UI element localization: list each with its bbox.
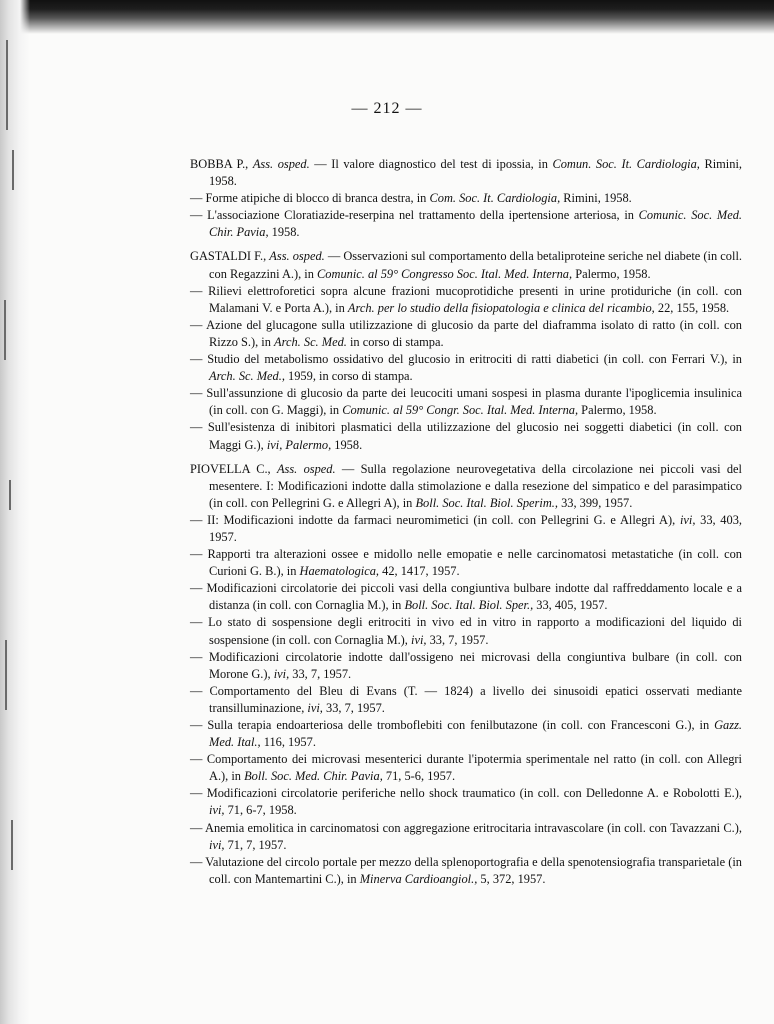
entry-text: — Sulla regolazione neurovegetativa della circolazione nei piccoli vasi del mesentere. I: Modificazioni indotte dalla stimolazione e dalla resezione del simpatico e del parasimpatico (in coll. con Pellegrini G. e Allegri A), in bbox=[209, 461, 742, 510]
page-number: — 212 — bbox=[351, 100, 423, 117]
entry-text: Palermo, 1958. bbox=[578, 403, 657, 418]
author-role: Ass. osped. bbox=[252, 157, 310, 171]
entry-text: 33, 7, 1957. bbox=[289, 666, 352, 681]
journal-title: ivi, bbox=[273, 666, 290, 681]
entry-text: — Sull'esistenza di inibitori plasmatici della utilizzazione del glucosio nei soggetti diabetici (in coll. con Maggi G.), bbox=[190, 420, 742, 452]
bibliography-entry bbox=[190, 614, 742, 648]
bibliography-entry bbox=[190, 190, 742, 207]
entry-text: Rimini, 1958. bbox=[560, 191, 632, 206]
bibliography-entry bbox=[190, 854, 742, 888]
bibliography-entry bbox=[190, 156, 742, 190]
entry-text: — Rapporti tra alterazioni ossee e midollo nelle emopatie e nelle carcinomatosi metastatiche (in coll. con Curioni G. B.), in bbox=[190, 547, 742, 579]
author-section bbox=[190, 156, 742, 241]
entry-text: — Valutazione del circolo portale per mezzo della splenoportografia e della spenotensiografia transparietale (in coll. con Mantemartini C.), in bbox=[190, 854, 742, 886]
journal-title: ivi, bbox=[679, 512, 696, 527]
entry-text: 22, 155, 1958. bbox=[654, 300, 730, 315]
bibliography-entry bbox=[190, 419, 742, 453]
journal-title: Arch. per lo studio della fisiopatologia e clinica del ricambio, bbox=[347, 300, 655, 315]
author-section bbox=[190, 248, 742, 453]
journal-title: Com. Soc. It. Cardiologia, bbox=[429, 191, 561, 206]
author-name: GASTALDI F., bbox=[190, 249, 267, 264]
bibliography-entry bbox=[190, 785, 742, 819]
entry-text: Palermo, 1958. bbox=[572, 266, 651, 281]
journal-title: ivi, bbox=[209, 803, 225, 818]
bibliography-entry bbox=[190, 546, 742, 580]
journal-title: ivi, bbox=[209, 837, 225, 852]
journal-title: ivi, bbox=[307, 700, 323, 715]
entry-text: — Modificazioni circolatorie indotte dall'ossigeno nei microvasi della congiuntiva bulbare (in coll. con Morone G.), bbox=[190, 649, 742, 681]
journal-title: Boll. Soc. Ital. Biol. Sper., bbox=[404, 598, 534, 613]
entry-text: 1959, in corso di stampa. bbox=[284, 369, 413, 384]
entry-text: — Osservazioni sul comportamento della betaliproteine seriche nel diabete (in coll. con Regazzini A.), in bbox=[209, 249, 742, 281]
bibliography-entry bbox=[190, 717, 742, 751]
journal-title: Boll. Soc. Med. Chir. Pavia, bbox=[244, 769, 383, 784]
bibliography-entry bbox=[190, 248, 742, 282]
entry-text: 71, 5-6, 1957. bbox=[382, 769, 456, 784]
entry-text: — II: Modificazioni indotte da farmaci neuromimetici (in coll. con Pellegrini G. e Allegri A), bbox=[190, 512, 680, 527]
scan-top-edge bbox=[0, 0, 774, 34]
entry-text: — Anemia emolitica in carcinomatosi con aggregazione eritrocitaria intravascolare (in coll. con Tavazzani C.), bbox=[190, 820, 742, 835]
bibliography-entry bbox=[190, 751, 742, 785]
bibliography-entry bbox=[190, 317, 742, 351]
entry-text: 1958. bbox=[268, 225, 300, 240]
entry-text: 33, 7, 1957. bbox=[322, 700, 385, 715]
journal-title: Comunic. al 59° Congr. Soc. Ital. Med. Interna, bbox=[342, 403, 579, 418]
journal-title: Arch. Sc. Med. bbox=[274, 334, 347, 349]
bibliography-entry bbox=[190, 461, 742, 512]
entry-text: — Modificazioni circolatorie dei piccoli vasi della congiuntiva bulbare indotte dal raffreddamento locale e a distanza (in coll. con Cornaglia M.), in bbox=[190, 581, 742, 613]
bibliography-entry bbox=[190, 820, 742, 854]
entry-text: — L'associazione Cloratiazide-reserpina nel trattamento della ipertensione arteriosa, in bbox=[190, 208, 639, 223]
scan-left-edge bbox=[0, 0, 30, 1024]
entry-text: — Comportamento del Bleu di Evans (T. — 1824) a livello dei sinusoidi epatici osservati mediante transilluminazione, bbox=[190, 683, 742, 715]
entry-text: — Sull'assunzione di glucosio da parte dei leucociti umani sospesi in plasma durante l'ipoglicemia insulinica (in coll. con G. Maggi), in bbox=[190, 386, 742, 418]
entry-text: 1958. bbox=[331, 437, 363, 452]
bibliography-entry bbox=[190, 512, 742, 546]
entry-text: — Azione del glucagone sulla utilizzazione di glucosio da parte del diaframma isolato di ratto (in coll. con Rizzo S.), in bbox=[190, 317, 742, 349]
journal-title: ivi, bbox=[411, 632, 427, 647]
journal-title: Comunic. Soc. Med. Chir. Pavia, bbox=[209, 208, 742, 240]
entry-text: — Il valore diagnostico del test di ipossia, in bbox=[309, 157, 553, 171]
entry-text: 33, 405, 1957. bbox=[533, 598, 608, 613]
journal-title: Gazz. Med. Ital., bbox=[209, 718, 742, 750]
bibliography-entry bbox=[190, 207, 742, 241]
bibliography-list bbox=[190, 156, 742, 895]
entry-text: — Studio del metabolismo ossidativo del glucosio in eritrociti di ratti diabetici (in coll. con Ferrari V.), in bbox=[190, 352, 742, 367]
entry-text: 71, 6-7, 1958. bbox=[224, 803, 297, 818]
entry-text: 42, 1417, 1957. bbox=[379, 564, 460, 579]
author-name: BOBBA P., bbox=[190, 157, 249, 171]
entry-text: 33, 399, 1957. bbox=[557, 495, 633, 510]
entry-text: 33, 403, 1957. bbox=[209, 512, 742, 544]
entry-text: — Rilievi elettroforetici sopra alcune frazioni mucoprotidiche presenti in urine protiduriche (in coll. con Malamani V. e Porta A.), in bbox=[190, 283, 742, 315]
bibliography-entry bbox=[190, 649, 742, 683]
author-role: Ass. osped. bbox=[269, 249, 325, 264]
entry-text: — Forme atipiche di blocco di branca destra, in bbox=[190, 191, 430, 206]
journal-title: Minerva Cardioangiol., bbox=[359, 871, 478, 886]
entry-text: Rimini, 1958. bbox=[209, 157, 742, 189]
journal-title: Comunic. al 59° Congresso Soc. Ital. Med. Interna, bbox=[317, 266, 573, 281]
bibliography-entry bbox=[190, 385, 742, 419]
journal-title: Comun. Soc. It. Cardiologia, bbox=[552, 157, 700, 171]
entry-text: 33, 7, 1957. bbox=[426, 632, 489, 647]
entry-text: — Comportamento dei microvasi mesenterici durante l'ipotermia sperimentale nel ratto (in coll. con Allegri A.), in bbox=[190, 752, 742, 784]
journal-title: Boll. Soc. Ital. Biol. Sperim., bbox=[415, 495, 558, 510]
author-name: PIOVELLA C., bbox=[190, 461, 271, 476]
entry-text: 5, 372, 1957. bbox=[477, 871, 546, 886]
bibliography-entry bbox=[190, 351, 742, 385]
entry-text: — Sulla terapia endoarteriosa delle tromboflebiti con fenilbutazone (in coll. con Francesconi G.), in bbox=[190, 718, 715, 732]
entry-text: in corso di stampa. bbox=[346, 334, 444, 349]
entry-text: — Modificazioni circolatorie periferiche nello shock traumatico (in coll. con Delledonne A. e Robolotti E.), bbox=[190, 786, 742, 801]
entry-text: 116, 1957. bbox=[260, 735, 316, 750]
author-role: Ass. osped. bbox=[276, 461, 336, 476]
author-section bbox=[190, 461, 742, 888]
journal-title: Arch. Sc. Med., bbox=[209, 369, 285, 384]
bibliography-entry bbox=[190, 580, 742, 614]
entry-text: — Lo stato di sospensione degli eritrociti in vivo ed in vitro in rapporto a modificazioni del liquido di sospensione (in coll. con Cornaglia M.), bbox=[190, 615, 742, 647]
journal-title: Haematologica, bbox=[299, 564, 380, 579]
bibliography-entry bbox=[190, 683, 742, 717]
journal-title: ivi, Palermo, bbox=[266, 437, 332, 452]
entry-text: 71, 7, 1957. bbox=[224, 837, 287, 852]
bibliography-entry bbox=[190, 283, 742, 317]
